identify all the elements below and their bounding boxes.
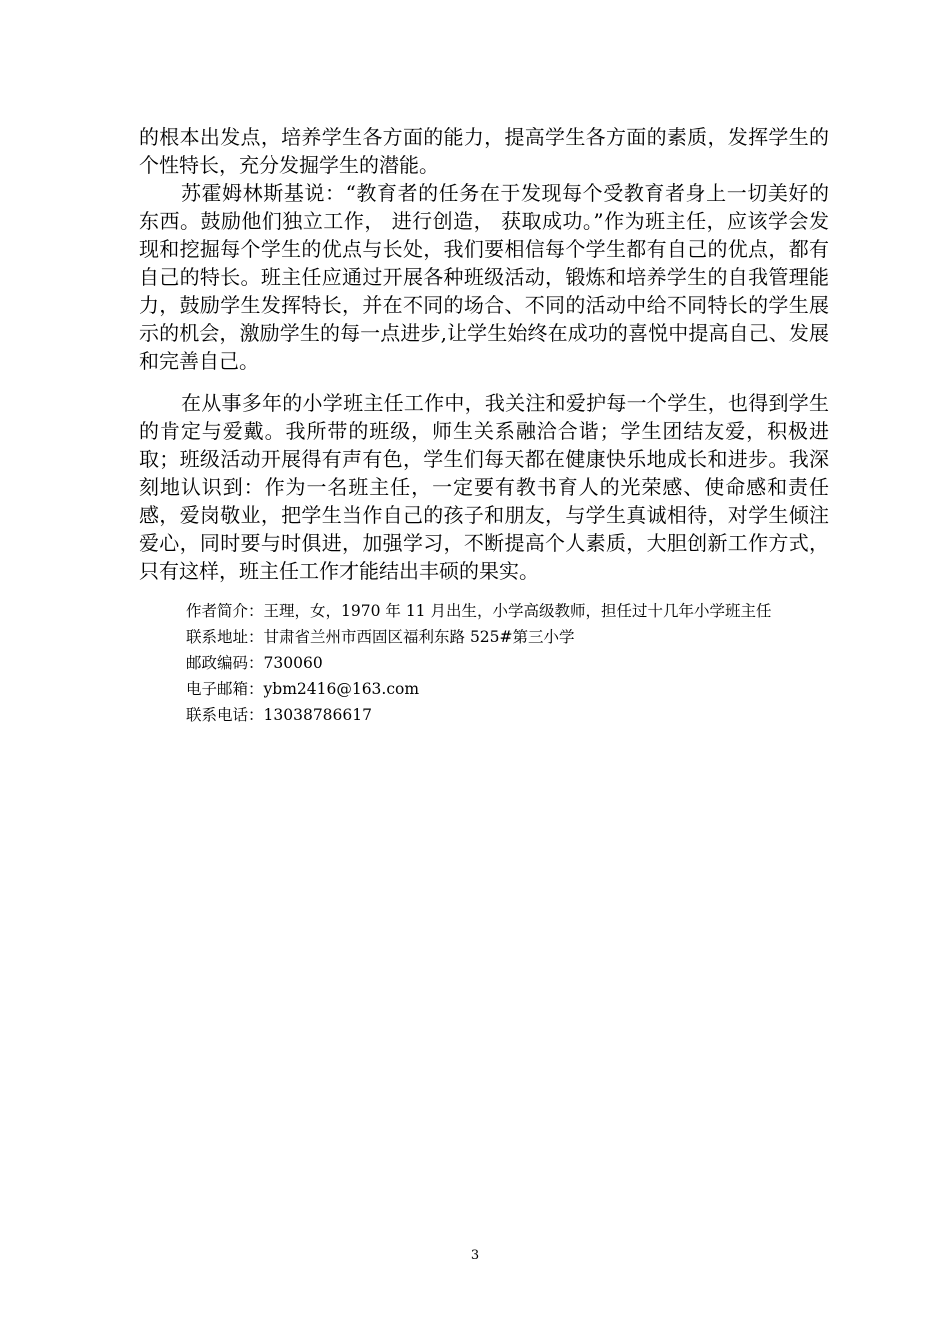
author-address-value: 甘肃省兰州市西固区福利东路 525#第三小学: [263, 628, 575, 646]
author-intro-label: 作者简介：: [186, 602, 264, 620]
author-email-label: 电子邮箱：: [186, 680, 264, 698]
author-phone-label: 联系电话：: [186, 706, 264, 724]
page-number: 3: [470, 1248, 480, 1263]
paragraph-continuation: 的根本出发点，培养学生各方面的能力，提高学生各方面的素质，发挥学生的个性特长，充分发掘学生的潜能。: [139, 125, 829, 177]
author-address-row: [186, 624, 816, 650]
author-postcode-label: 邮政编码：: [186, 654, 264, 672]
author-email-value: ybm2416@163.com: [263, 680, 420, 698]
author-postcode-value: 730060: [263, 654, 323, 672]
paragraph-suhomlinsky-quote: 苏霍姆林斯基说：“教育者的任务在于发现每个受教育者身上一切美好的东西。鼓励他们独立工作， 进行创造， 获取成功。”作为班主任，应该学会发现和挖掘每个学生的优点与长处，我们要相信每个学生都有自己的优点，都有自己的特长。班主任应通过开展各种班级活动，锻炼和培养学生的自我管理能力，鼓励学生发挥特长，并在不同的场合、不同的活动中给不同特长的学生展示的机会，激励学生的每一点进步,让学生始终在成功的喜悦中提高自己、发展和完善自己。: [139, 181, 829, 373]
author-phone-value: 13038786617: [263, 706, 372, 724]
author-intro-row: [186, 598, 816, 624]
author-info: [186, 598, 816, 728]
body-text: [139, 123, 829, 585]
author-address-label: 联系地址：: [186, 628, 264, 646]
paragraph-spacer: [139, 375, 829, 389]
paragraph-conclusion: 在从事多年的小学班主任工作中，我关注和爱护每一个学生，也得到学生的肯定与爱戴。我所带的班级，师生关系融洽合谐；学生团结友爱，积极进取；班级活动开展得有声有色，学生们每天都在健康快乐地成长和进步。我深刻地认识到：作为一名班主任，一定要有教书育人的光荣感、使命感和责任感，爱岗敬业，把学生当作自己的孩子和朋友，与学生真诚相待，对学生倾注爱心，同时要与时俱进，加强学习，不断提高个人素质，大胆创新工作方式，只有这样，班主任工作才能结出丰硕的果实。: [139, 391, 829, 583]
author-intro-value: 王理，女，1970 年 11 月出生，小学高级教师，担任过十几年小学班主任: [263, 602, 772, 620]
author-postcode-row: [186, 650, 816, 676]
author-email-row: [186, 676, 816, 702]
author-phone-row: [186, 702, 816, 728]
